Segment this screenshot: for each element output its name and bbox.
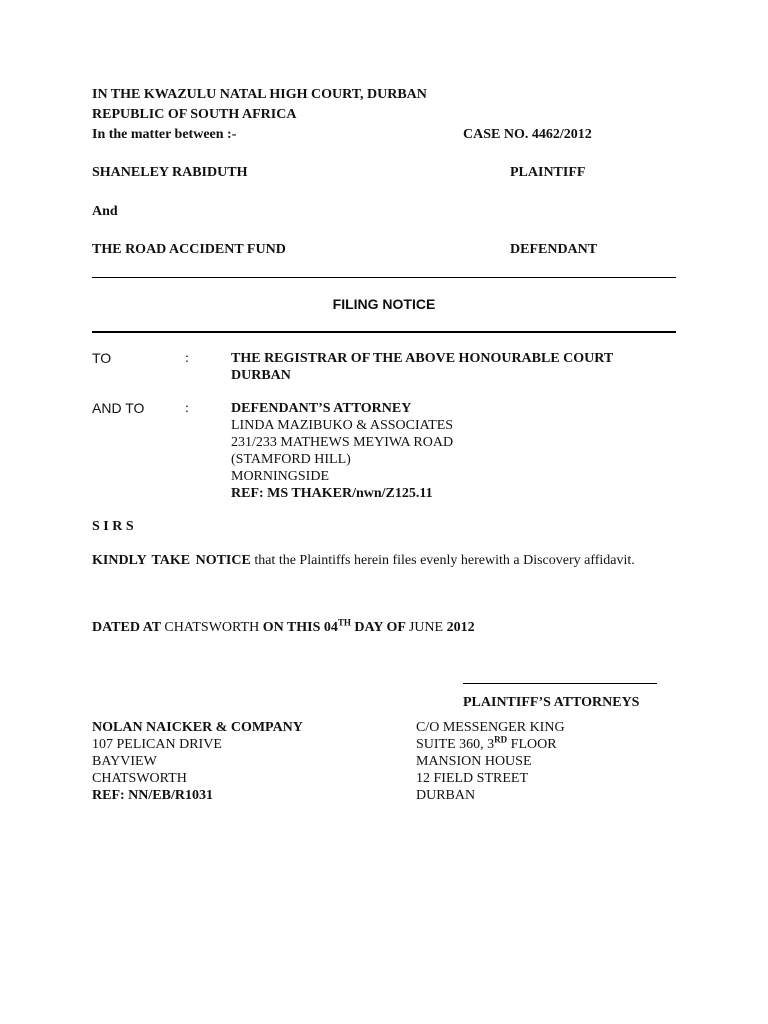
dated-at: DATED AT bbox=[92, 620, 165, 635]
salutation: S I R S bbox=[92, 519, 134, 534]
top-rule bbox=[92, 277, 676, 278]
country-name: REPUBLIC OF SOUTH AFRICA bbox=[92, 107, 297, 122]
correspondent-floor: FLOOR bbox=[507, 737, 557, 752]
plaintiff-firm-name: NOLAN NAICKER & COMPANY bbox=[92, 720, 303, 735]
defendant-attorney-suburb: MORNINGSIDE bbox=[231, 469, 329, 484]
plaintiff-role: PLAINTIFF bbox=[510, 165, 586, 180]
and-to-colon: : bbox=[185, 401, 189, 416]
plaintiff-firm-ref: REF: NN/EB/R1031 bbox=[92, 788, 213, 803]
dated-year: 2012 bbox=[443, 620, 475, 635]
signature-label: PLAINTIFF’S ATTORNEYS bbox=[463, 695, 640, 710]
correspondent-suite-number: SUITE 360, 3 bbox=[416, 737, 495, 752]
plaintiff-firm-city: CHATSWORTH bbox=[92, 771, 187, 786]
to-colon: : bbox=[185, 351, 189, 366]
defendant-role: DEFENDANT bbox=[510, 242, 598, 257]
correspondent-city: DURBAN bbox=[416, 788, 476, 803]
notice-paragraph bbox=[92, 551, 676, 570]
plaintiff-firm-street: 107 PELICAN DRIVE bbox=[92, 737, 222, 752]
correspondent-suite bbox=[416, 736, 557, 753]
notice-text: that the Plaintiffs herein files evenly herewith a Discovery affidavit. bbox=[250, 553, 635, 568]
defendant-name: THE ROAD ACCIDENT FUND bbox=[92, 242, 286, 257]
and-label: And bbox=[92, 204, 118, 219]
correspondent-building: MANSION HOUSE bbox=[416, 754, 532, 769]
case-number: CASE NO. 4462/2012 bbox=[463, 127, 592, 142]
defendant-attorney-ref: REF: MS THAKER/nwn/Z125.11 bbox=[231, 486, 433, 501]
correspondent-name: C/O MESSENGER KING bbox=[416, 720, 565, 735]
matter-line: In the matter between :- bbox=[92, 127, 237, 142]
notice-lead: KINDLY TAKE NOTICE bbox=[92, 553, 251, 568]
dated-day: ON THIS 04 bbox=[259, 620, 338, 635]
defendant-attorney-firm: LINDA MAZIBUKO & ASSOCIATES bbox=[231, 418, 454, 433]
defendant-attorney-title: DEFENDANT’S ATTORNEY bbox=[231, 401, 412, 416]
dated-day-of: DAY OF bbox=[350, 620, 409, 635]
dated-line bbox=[92, 619, 475, 636]
defendant-attorney-street: 231/233 MATHEWS MEYIWA ROAD bbox=[231, 435, 454, 450]
correspondent-street: 12 FIELD STREET bbox=[416, 771, 528, 786]
dated-month: JUNE bbox=[408, 620, 444, 635]
plaintiff-firm-area: BAYVIEW bbox=[92, 754, 157, 769]
defendant-attorney-area: (STAMFORD HILL) bbox=[231, 452, 351, 467]
dated-day-suffix: TH bbox=[337, 617, 351, 628]
dated-place: CHATSWORTH bbox=[164, 620, 260, 635]
plaintiff-name: SHANELEY RABIDUTH bbox=[92, 165, 248, 180]
to-registrar: THE REGISTRAR OF THE ABOVE HONOURABLE COURT bbox=[231, 351, 614, 366]
to-label: TO bbox=[92, 350, 112, 366]
court-name: IN THE KWAZULU NATAL HIGH COURT, DURBAN bbox=[92, 87, 427, 102]
document-title: FILING NOTICE bbox=[332, 296, 436, 312]
to-city: DURBAN bbox=[231, 368, 291, 383]
correspondent-floor-suffix: RD bbox=[494, 734, 508, 745]
signature-line bbox=[463, 683, 657, 684]
title-rule bbox=[92, 331, 676, 333]
and-to-label: AND TO bbox=[92, 400, 145, 416]
